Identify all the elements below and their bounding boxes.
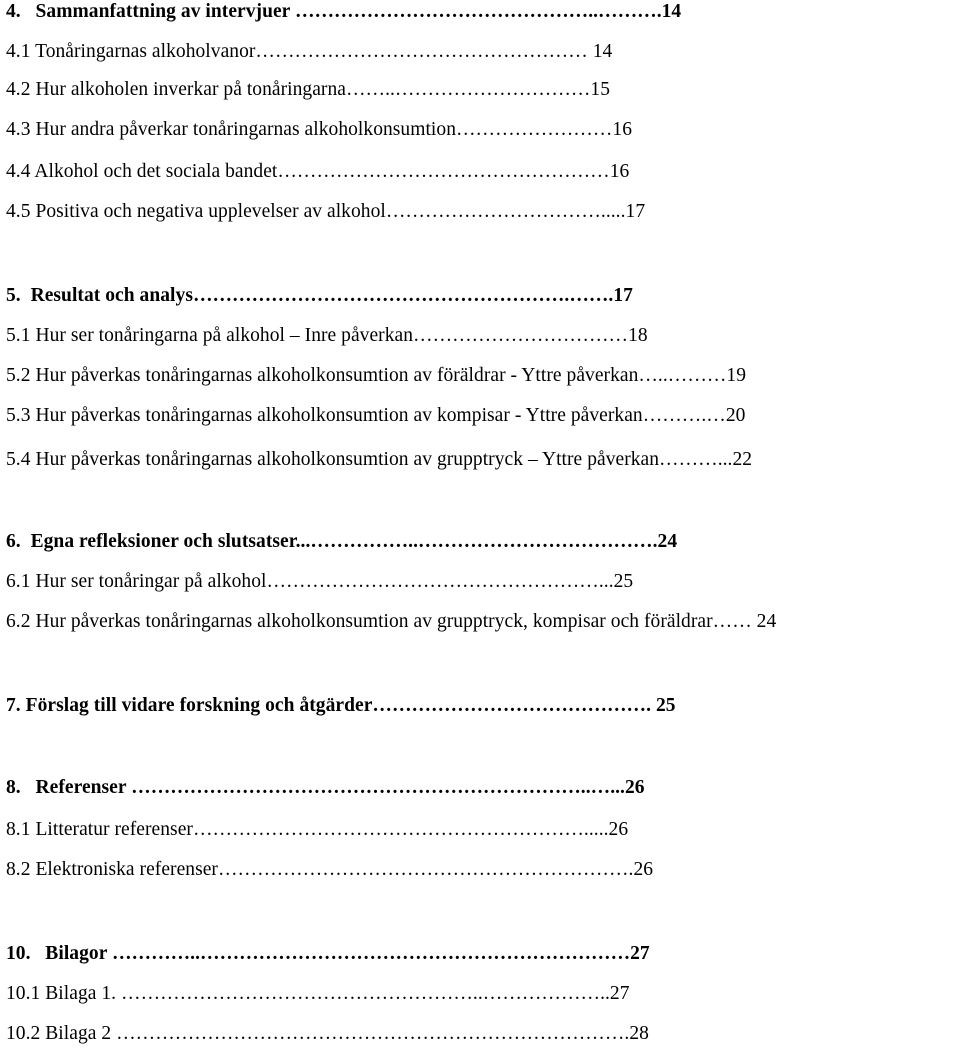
toc-entry-8-1[interactable]: 8.1 Litteratur referenser…………………………………………………….....26 [6, 819, 629, 840]
toc-heading-6[interactable]: 6. Egna refleksioner och slutsatser...……………..……………………………….24 [6, 531, 678, 552]
toc-entry-10-1[interactable]: 10.1 Bilaga 1. ………………………………………………..………………..27 [6, 983, 630, 1004]
toc-entry-4-1[interactable]: 4.1 Tonåringarnas alkoholvanor…………………………………………… 14 [6, 41, 613, 62]
toc-entry-4-4[interactable]: 4.4 Alkohol och det sociala bandet……………………………………………16 [6, 161, 630, 182]
toc-heading-4[interactable]: 4. Sammanfattning av intervjuer ………………………………………..……….14 [6, 1, 682, 22]
toc-heading-8[interactable]: 8. Referenser ……………………………………………………………..…...26 [6, 777, 645, 798]
toc-entry-5-2[interactable]: 5.2 Hur påverkas tonåringarnas alkoholkonsumtion av föräldrar - Yttre påverkan…..………19 [6, 365, 747, 386]
toc-entry-10-2[interactable]: 10.2 Bilaga 2 …………………………………………………………………….28 [6, 1023, 649, 1044]
toc-entry-5-1[interactable]: 5.1 Hur ser tonåringarna på alkohol – Inre påverkan……………………………18 [6, 325, 648, 346]
toc-heading-7[interactable]: 7. Förslag till vidare forskning och åtgärder……………………………………. 25 [6, 695, 676, 716]
toc-entry-5-4[interactable]: 5.4 Hur påverkas tonåringarnas alkoholkonsumtion av grupptryck – Yttre påverkan………...22 [6, 449, 753, 470]
toc-entry-6-1[interactable]: 6.1 Hur ser tonåringar på alkohol……………………………………………...25 [6, 571, 634, 592]
toc-heading-5[interactable]: 5. Resultat och analys………………………………………………….…….17 [6, 285, 633, 306]
toc-entry-4-5[interactable]: 4.5 Positiva och negativa upplevelser av alkohol…………………………….....17 [6, 201, 646, 222]
toc-entry-5-3[interactable]: 5.3 Hur påverkas tonåringarnas alkoholkonsumtion av kompisar - Yttre påverkan……….…20 [6, 405, 746, 426]
toc-entry-4-3[interactable]: 4.3 Hur andra påverkar tonåringarnas alkoholkonsumtion……………………16 [6, 119, 632, 140]
toc-entry-4-2[interactable]: 4.2 Hur alkoholen inverkar på tonåringarna……..…………………………15 [6, 79, 611, 100]
toc-heading-10[interactable]: 10. Bilagor …………..…………………………………………………………27 [6, 943, 650, 964]
toc-entry-8-2[interactable]: 8.2 Elektroniska referenser……………………………………………………….26 [6, 859, 654, 880]
toc-entry-6-2[interactable]: 6.2 Hur påverkas tonåringarnas alkoholkonsumtion av grupptryck, kompisar och föräldrar…… 24 [6, 611, 777, 632]
